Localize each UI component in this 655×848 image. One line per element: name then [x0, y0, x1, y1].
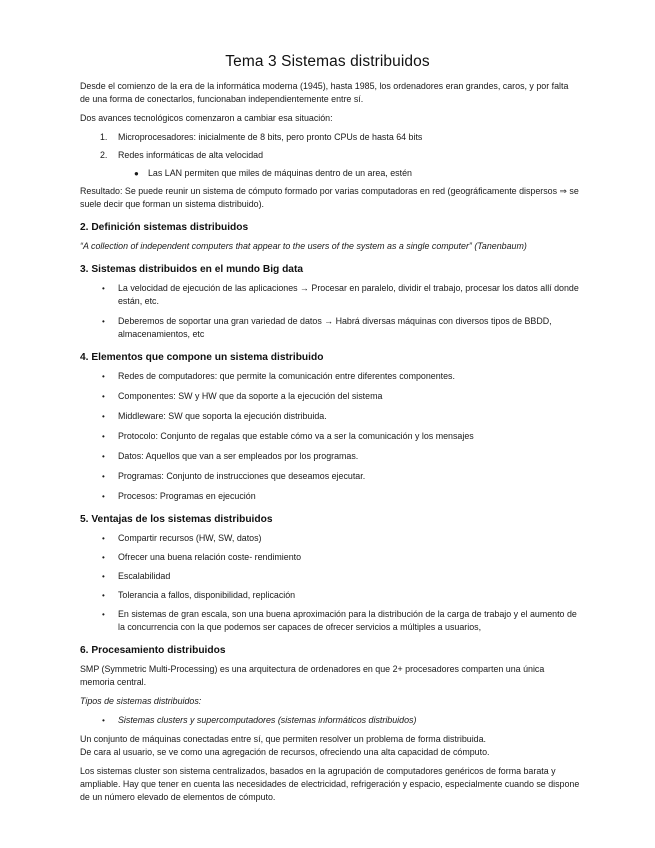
list-item [80, 370, 580, 383]
bullet-icon: • [102, 610, 105, 619]
list-item [80, 450, 580, 463]
bullet-icon: • [102, 452, 105, 461]
bullet-icon: • [102, 534, 105, 543]
bullet-icon: • [102, 492, 105, 501]
result-paragraph: Resultado: Se puede reunir un sistema de cómputo formado por varias computadoras en red (geográficamente dispersos ⇒ se suele decir que forman un sistema distribuido). [80, 186, 579, 209]
list-item [80, 608, 580, 634]
list-item [80, 410, 580, 423]
list-number: 2. [100, 150, 108, 160]
list-item-text: Programas: Conjunto de instrucciones que deseamos ejecutar. [118, 471, 366, 481]
list-item [80, 390, 580, 403]
definition-quote: “A collection of independent computers that appear to the users of the system as a single computer” (Tanenbaum) [80, 241, 527, 251]
bullet-icon: • [102, 317, 105, 326]
list-item-text: Sistemas clusters y supercomputadores (sistemas informáticos distribuidos) [118, 715, 417, 725]
bullet-icon: • [102, 284, 105, 293]
list-item [80, 532, 580, 545]
list-item-text: Compartir recursos (HW, SW, datos) [118, 533, 262, 543]
intro-lead: Dos avances tecnológicos comenzaron a cambiar esa situación: [80, 113, 333, 123]
list-item [80, 490, 580, 503]
list-item-text: Microprocesadores: inicialmente de 8 bits, pero pronto CPUs de hasta 64 bits [118, 132, 423, 142]
list-item-text: Componentes: SW y HW que da soporte a la ejecución del sistema [118, 391, 383, 401]
bullet-icon: • [102, 591, 105, 600]
list-item-text: Escalabilidad [118, 571, 171, 581]
bigdata-list [80, 282, 580, 341]
list-item [80, 589, 580, 602]
section-heading: 4. Elementos que compone un sistema distribuido [80, 352, 324, 363]
sub-list-item [80, 167, 580, 180]
intro-paragraph: Desde el comienzo de la era de la informática moderna (1945), hasta 1985, los ordenadores eran grandes, caros, y por falta de una forma de conectarlos, funcionaban independientemente entre sí. [80, 81, 569, 104]
bullet-icon: • [102, 372, 105, 381]
document-body [80, 80, 580, 804]
section-heading: 5. Ventajas de los sistemas distribuidos [80, 514, 273, 525]
bullet-icon: ● [134, 169, 139, 178]
bullet-icon: • [102, 716, 105, 725]
list-item-text: Protocolo: Conjunto de regalas que estable cómo va a ser la comunicación y los mensajes [118, 431, 474, 441]
list-item-text: Datos: Aquellos que van a ser empleados por los programas. [118, 451, 359, 461]
list-item [80, 282, 580, 308]
bullet-icon: • [102, 432, 105, 441]
list-item [80, 551, 580, 564]
list-item [80, 131, 580, 144]
list-item-text: Deberemos de soportar una gran variedad de datos → Habrá diversas máquinas con diversos tipos de BBDD, almacenamientos, etc [118, 316, 552, 339]
section-heading: 2. Definición sistemas distribuidos [80, 222, 249, 233]
list-item-text: Procesos: Programas en ejecución [118, 491, 256, 501]
section-heading: 6. Procesamiento distribuidos [80, 645, 226, 656]
list-item-text: Tolerancia a fallos, disponibilidad, replicación [118, 590, 296, 600]
cluster-line-1: Un conjunto de máquinas conectadas entre sí, que permiten resolver un problema de forma distribuida. [80, 734, 487, 744]
bullet-icon: • [102, 472, 105, 481]
list-number: 1. [100, 132, 108, 142]
bullet-icon: • [102, 553, 105, 562]
page-title: Tema 3 Sistemas distribuidos [225, 53, 430, 70]
sub-list-item-text: Las LAN permiten que miles de máquinas dentro de un area, estén [148, 168, 412, 178]
list-item [80, 570, 580, 583]
list-item-text: Redes informáticas de alta velocidad [118, 150, 264, 160]
smp-paragraph: SMP (Symmetric Multi-Processing) es una arquitectura de ordenadores en que 2+ procesadores comparten una única memoria central. [80, 664, 545, 687]
bullet-icon: • [102, 412, 105, 421]
list-item-text: Middleware: SW que soporta la ejecución distribuida. [118, 411, 327, 421]
types-label: Tipos de sistemas distribuidos: [80, 696, 202, 706]
types-list [80, 714, 580, 727]
list-item [80, 714, 580, 727]
list-item [80, 430, 580, 443]
advantages-list [80, 532, 580, 634]
list-item-text: Ofrecer una buena relación coste- rendimiento [118, 552, 302, 562]
list-item [80, 315, 580, 341]
section-heading: 3. Sistemas distribuidos en el mundo Big data [80, 264, 304, 275]
bullet-icon: • [102, 572, 105, 581]
elements-list [80, 370, 580, 503]
cluster-line-2: De cara al usuario, se ve como una agregación de recursos, ofreciendo una alta capacidad de cómputo. [80, 747, 490, 757]
list-item-text: La velocidad de ejecución de las aplicaciones → Procesar en paralelo, dividir el trabajo, procesar los datos allí donde están, etc. [118, 283, 579, 306]
list-item-text: Redes de computadores: que permite la comunicación entre diferentes componentes. [118, 371, 455, 381]
list-item [80, 470, 580, 483]
bullet-icon: • [102, 392, 105, 401]
cluster-paragraph: Los sistemas cluster son sistema centralizados, basados en la agrupación de computadores genéricos de forma barata y ampliable. Hay que tener en cuenta las necesidades de electricidad, refrigeración y espacio, especialmente cuando se dispone de un número elevado de elementos de cómputo. [80, 766, 580, 802]
list-item [80, 149, 580, 162]
list-item-text: En sistemas de gran escala, son una buena aproximación para la distribución de la carga de trabajo y el aumento de la concurrencia con la que podemos ser capaces de ofrecer servicios a múltiples a usuarios, [118, 609, 577, 632]
advances-list [80, 131, 580, 162]
